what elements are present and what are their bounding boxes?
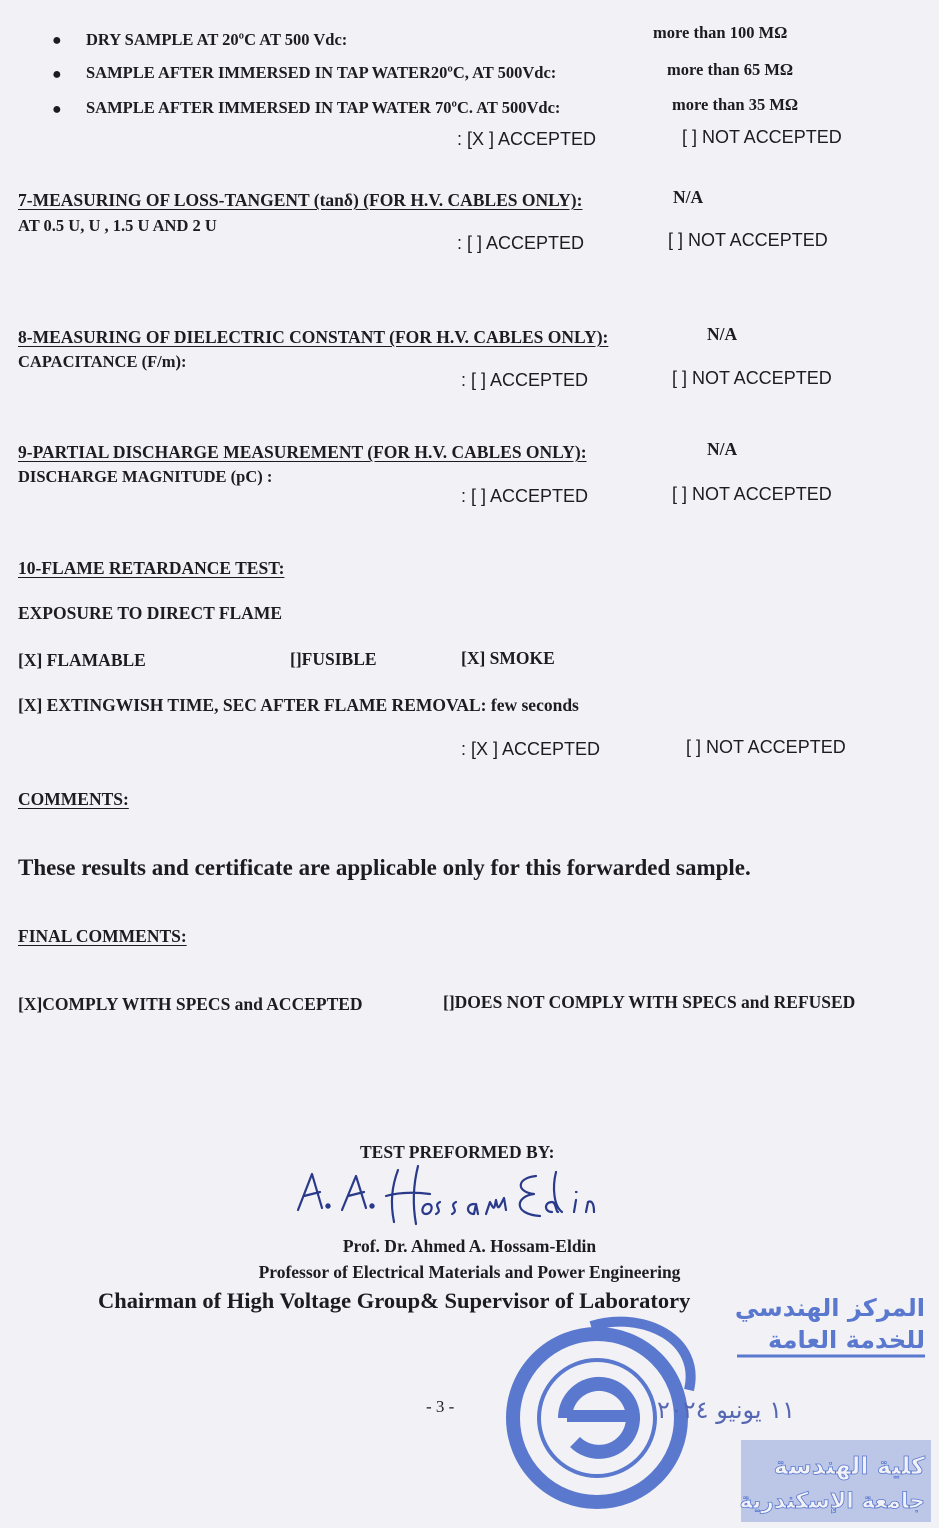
sec8-not-accepted: [ ] NOT ACCEPTED — [672, 368, 832, 388]
sec10-extinguish: [X] EXTINGWISH TIME, SEC AFTER FLAME REMOVAL: few seconds — [18, 695, 579, 715]
sec10-exposure: EXPOSURE TO DIRECT FLAME — [18, 603, 283, 623]
signatory-role: Chairman of High Voltage Group& Supervisor of Laboratory — [98, 1288, 691, 1313]
insulation-accepted: : [X ] ACCEPTED — [457, 129, 597, 149]
sec9-na: N/A — [707, 439, 738, 459]
sec10-flamable: [X] FLAMABLE — [18, 650, 146, 670]
stamp-date: ١١ يونيو ٢٠٢٤ — [657, 1396, 795, 1424]
sec7-accepted: : [ ] ACCEPTED — [457, 233, 585, 253]
comments-title: COMMENTS: — [18, 789, 129, 809]
sec8-accepted: : [ ] ACCEPTED — [461, 370, 589, 390]
dry-sample-value: more than 100 MΩ — [653, 23, 788, 42]
dry-sample-label: DRY SAMPLE AT 20ºC AT 500 Vdc: — [86, 30, 348, 49]
page-number: - 3 - — [426, 1397, 455, 1416]
insulation-not-accepted: [ ] NOT ACCEPTED — [682, 127, 842, 147]
signatory-title: Professor of Electrical Materials and Power Engineering — [258, 1262, 681, 1282]
stamp-faculty: كلية الهندسة — [773, 1452, 925, 1480]
sec9-accepted: : [ ] ACCEPTED — [461, 486, 589, 506]
stamp-center-bottom: للخدمة العامة — [768, 1326, 925, 1354]
official-stamp — [505, 1290, 935, 1526]
sec9-title: 9-PARTIAL DISCHARGE MEASUREMENT (FOR H.V. CABLES ONLY): — [18, 442, 587, 462]
sec10-not-accepted: [ ] NOT ACCEPTED — [686, 737, 846, 757]
tap-water-20-value: more than 65 MΩ — [667, 60, 794, 79]
performed-by: TEST PREFORMED BY: — [360, 1142, 555, 1162]
tap-water-70-value: more than 35 MΩ — [672, 95, 799, 114]
final-not-comply: []DOES NOT COMPLY WITH SPECS and REFUSED — [443, 992, 856, 1012]
sec10-accepted: : [X ] ACCEPTED — [461, 739, 601, 759]
handwritten-signature — [290, 1162, 670, 1232]
stamp-center-top: المركز الهندسي — [734, 1294, 925, 1322]
sec9-sub: DISCHARGE MAGNITUDE (pC) : — [18, 467, 273, 486]
sec7-not-accepted: [ ] NOT ACCEPTED — [668, 230, 828, 250]
final-comply: [X]COMPLY WITH SPECS and ACCEPTED — [18, 994, 363, 1014]
sec7-na: N/A — [673, 187, 704, 207]
tap-water-20-label: SAMPLE AFTER IMMERSED IN TAP WATER20ºC, AT 500Vdc: — [86, 63, 557, 82]
bullet: ● — [52, 66, 62, 83]
sec7-sub: AT 0.5 U, U , 1.5 U AND 2 U — [18, 216, 217, 235]
tap-water-70-label: SAMPLE AFTER IMMERSED IN TAP WATER 70ºC. AT 500Vdc: — [86, 98, 561, 117]
sec10-fusible: []FUSIBLE — [290, 649, 377, 669]
bullet: ● — [52, 32, 62, 49]
final-comments-title: FINAL COMMENTS: — [18, 926, 187, 946]
sec7-title: 7-MEASURING OF LOSS-TANGENT (tanδ) (FOR H.V. CABLES ONLY): — [18, 190, 583, 210]
sec9-not-accepted: [ ] NOT ACCEPTED — [672, 484, 832, 504]
comments-text: These results and certificate are applicable only for this forwarded sample. — [18, 855, 751, 880]
signatory-name: Prof. Dr. Ahmed A. Hossam-Eldin — [342, 1236, 597, 1256]
sec8-sub: CAPACITANCE (F/m): — [18, 352, 187, 371]
stamp-university: جامعة الإسكندرية — [739, 1489, 925, 1514]
sec8-na: N/A — [707, 324, 738, 344]
bullet: ● — [52, 101, 62, 118]
sec10-smoke: [X] SMOKE — [461, 648, 555, 668]
sec8-title: 8-MEASURING OF DIELECTRIC CONSTANT (FOR H.V. CABLES ONLY): — [18, 327, 609, 347]
sec10-title: 10-FLAME RETARDANCE TEST: — [18, 558, 285, 578]
